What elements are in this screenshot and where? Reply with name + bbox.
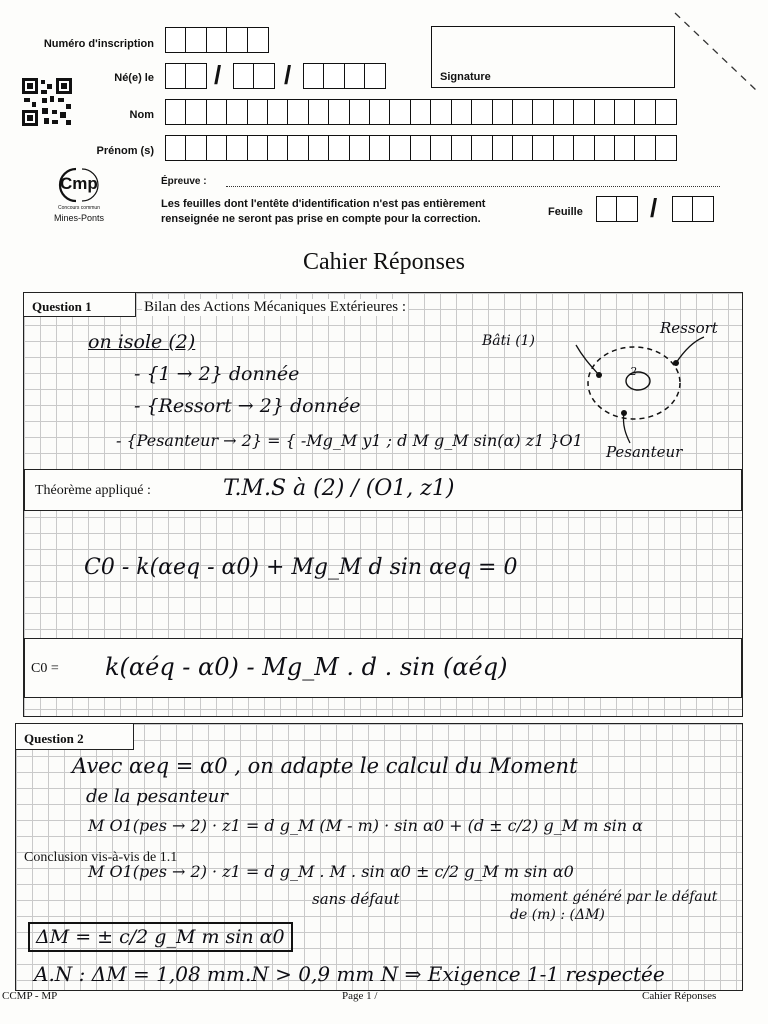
c0-answer-box — [24, 638, 742, 698]
prenom-label: Prénom (s) — [96, 145, 154, 157]
q1-hand-line3: - {Ressort → 2} donnée — [134, 395, 361, 417]
feuille-slash: / — [650, 193, 658, 223]
q1-hand-line1: on isole (2) — [88, 331, 196, 353]
q2-hand-result: ΔM = ± c/2 g_M m sin α0 — [28, 922, 293, 952]
numero-label: Numéro d'inscription — [43, 38, 154, 50]
question1-label: Question 1 — [24, 293, 136, 317]
diagram-ressort-label: Ressort — [660, 319, 718, 337]
q1-equation: C0 - k(αeq - α0) + Mg_M d sin αeq = 0 — [84, 555, 518, 580]
date-slash-1: / — [214, 60, 222, 90]
prenom-boxes[interactable] — [165, 135, 675, 161]
isolation-diagram — [554, 331, 734, 456]
logo-sub1: Concours commun — [58, 205, 100, 211]
feuille-label: Feuille — [548, 206, 583, 218]
conclusion-label: Conclusion vis-à-vis de 1.1 — [24, 850, 178, 865]
theoreme-label: Théorème appliqué : — [35, 483, 151, 498]
logo-sub2: Mines-Ponts — [53, 213, 105, 223]
nom-label: Nom — [129, 109, 154, 121]
question2-label: Question 2 — [16, 724, 134, 750]
corner-fold-line — [672, 10, 762, 95]
logo-text: Cmp — [60, 174, 98, 193]
signature-label: Signature — [440, 71, 491, 83]
diagram-pesanteur-label: Pesanteur — [606, 443, 683, 461]
q2-hand-moment: moment généré par le défaut de (m) : (ΔM) — [510, 889, 718, 923]
nee-year-boxes[interactable] — [303, 63, 385, 89]
q2-hand-line1: Avec αeq = α0 , on adapte le calcul du Moment — [72, 754, 578, 778]
c0-hand: k(αéq - α0) - Mg_M . d . sin (αéq) — [105, 653, 508, 681]
q2-hand-sans-defaut: sans défaut — [312, 890, 400, 908]
diagram-center-label: 2 — [630, 365, 637, 378]
feuille-total-boxes[interactable] — [672, 196, 713, 222]
date-slash-2: / — [284, 60, 292, 90]
footer-left: CCMP - MP — [2, 990, 58, 1002]
footer-right: Cahier Réponses — [642, 990, 717, 1002]
q2-hand-line3: M O1(pes → 2) · z1 = d g_M (M - m) · sin α0 + (d ± c/2) g_M m sin α — [88, 816, 643, 835]
cmp-logo — [42, 165, 116, 227]
nom-boxes[interactable] — [165, 99, 675, 125]
epreuve-label: Épreuve : — [161, 176, 207, 187]
qr-code-icon — [22, 78, 72, 126]
theoreme-box — [24, 469, 742, 511]
q1-hand-line4: - {Pesanteur → 2} = { -Mg_M y1 ; d M g_M sin(α) z1 }O1 — [116, 431, 583, 450]
feuille-num-boxes[interactable] — [596, 196, 637, 222]
epreuve-field[interactable] — [226, 186, 720, 187]
numero-boxes[interactable] — [165, 27, 267, 53]
question1-panel — [23, 292, 743, 717]
q2-hand-line2: de la pesanteur — [86, 786, 228, 807]
nee-day-boxes[interactable] — [165, 63, 206, 89]
q2-hand-line4: M O1(pes → 2) · z1 = d g_M . M . sin α0 ± c/2 g_M m sin α0 — [88, 862, 574, 881]
page-title: Cahier Réponses — [303, 249, 465, 275]
theoreme-hand: T.M.S à (2) / (O1, z1) — [223, 476, 455, 501]
notice-line-1: Les feuilles dont l'entête d'identification n'est pas entièrement — [161, 198, 486, 210]
question1-heading: Bilan des Actions Mécaniques Extérieures : — [144, 299, 407, 315]
header-notice — [161, 197, 485, 227]
c0-label: C0 = — [31, 661, 59, 676]
nee-month-boxes[interactable] — [233, 63, 274, 89]
q2-hand-an: A.N : ΔM = 1,08 mm.N > 0,9 mm N ⇒ Exigence 1-1 respectée — [34, 962, 665, 986]
diagram-bati-label: Bâti (1) — [482, 333, 536, 349]
notice-line-2: renseignée ne seront pas prise en compte pour la correction. — [161, 213, 481, 225]
footer-page: Page 1 / — [342, 990, 378, 1002]
nee-label: Né(e) le — [114, 72, 154, 84]
signature-box[interactable] — [431, 26, 675, 88]
q1-hand-line2: - {1 → 2} donnée — [134, 363, 300, 385]
question2-panel — [15, 723, 743, 991]
